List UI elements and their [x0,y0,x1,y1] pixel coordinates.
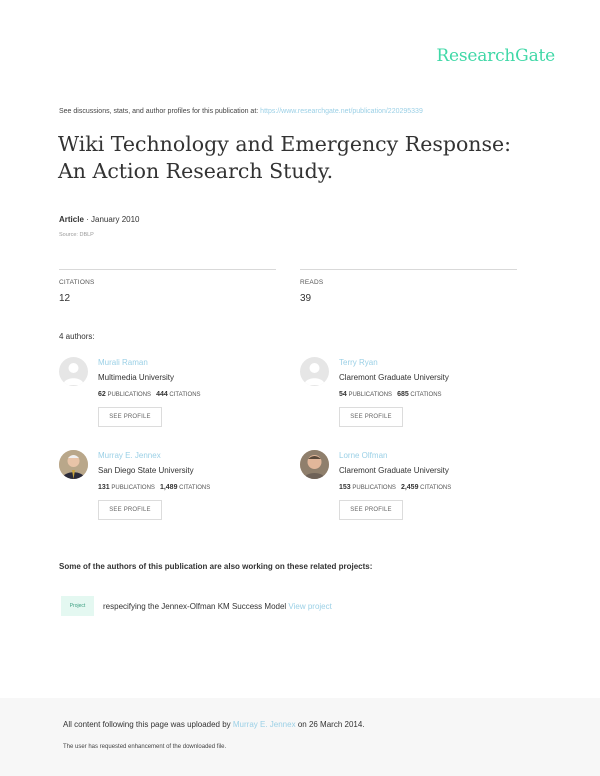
upload-footer [0,698,600,776]
authors-heading: 4 authors: [59,332,95,341]
upload-note [63,720,365,729]
publication-title: Wiki Technology and Emergency Response: An Action Research Study. [58,132,512,183]
reads-count: 39 [300,293,312,304]
upload-date: on 26 March 2014. [295,720,365,729]
project-badge: Project [61,596,94,616]
publication-meta [59,215,140,224]
see-profile-button[interactable]: SEE PROFILE [98,407,162,427]
view-project-link[interactable]: View project [288,602,332,611]
author-citations-count: 444 [156,391,168,398]
author-name[interactable]: Terry Ryan [339,358,378,367]
author-citations-count: 685 [397,391,409,398]
publications-count: 131 [98,484,110,491]
citations-count: 12 [59,293,71,304]
publication-source: Source: DBLP [59,232,94,238]
author-photo[interactable] [59,450,88,479]
discussion-text: See discussions, stats, and author profiles for this publication at: [59,108,261,115]
reads-label: READS [300,279,324,286]
publications-label: PUBLICATIONS [107,392,152,398]
author-card [59,450,299,530]
citations-divider [59,269,276,270]
author-citations-label: CITATIONS [420,485,452,491]
author-institution: Claremont Graduate University [339,466,449,475]
author-citations-label: CITATIONS [410,392,442,398]
author-photo[interactable] [300,450,329,479]
author-card [59,357,299,437]
see-profile-button[interactable]: SEE PROFILE [98,500,162,520]
citations-label: CITATIONS [59,279,95,286]
publications-count: 54 [339,391,347,398]
project-title: respecifying the Jennex-Olfman KM Success Model [103,602,289,611]
author-counts [339,484,451,491]
meta-separator: · [83,215,92,224]
author-name[interactable]: Lorne Olfman [339,451,388,460]
researchgate-logo[interactable]: ResearchGate [436,46,555,66]
author-citations-label: CITATIONS [179,485,211,491]
related-projects-heading: Some of the authors of this publication are also working on these related projects: [59,562,373,571]
publication-type: Article [59,215,84,224]
publications-label: PUBLICATIONS [348,392,393,398]
author-counts [98,484,210,491]
publication-url-link[interactable]: https://www.researchgate.net/publication/220295339 [260,108,423,115]
publications-count: 153 [339,484,351,491]
publications-label: PUBLICATIONS [111,485,155,491]
avatar-placeholder-icon[interactable] [300,357,329,386]
enhancement-note: The user has requested enhancement of the downloaded file. [63,744,227,750]
author-institution: San Diego State University [98,466,194,475]
see-profile-button[interactable]: SEE PROFILE [339,407,403,427]
author-citations-label: CITATIONS [169,392,201,398]
author-counts [339,391,442,398]
uploader-link[interactable]: Murray E. Jennex [232,720,296,729]
author-name[interactable]: Murali Raman [98,358,148,367]
author-card [300,357,540,437]
author-institution: Multimedia University [98,373,175,382]
author-name[interactable]: Murray E. Jennex [98,451,161,460]
author-counts [98,391,201,398]
author-card [300,450,540,530]
publications-count: 62 [98,391,106,398]
author-citations-count: 2,459 [400,484,419,491]
upload-prefix: All content following this page was uploaded by [63,720,233,729]
publication-date: January 2010 [91,215,140,224]
reads-divider [300,269,517,270]
author-institution: Claremont Graduate University [339,373,449,382]
author-citations-count: 1,489 [159,484,178,491]
discussion-note [59,108,423,115]
see-profile-button[interactable]: SEE PROFILE [339,500,403,520]
publications-label: PUBLICATIONS [352,485,396,491]
avatar-placeholder-icon[interactable] [59,357,88,386]
project-item [103,602,332,611]
